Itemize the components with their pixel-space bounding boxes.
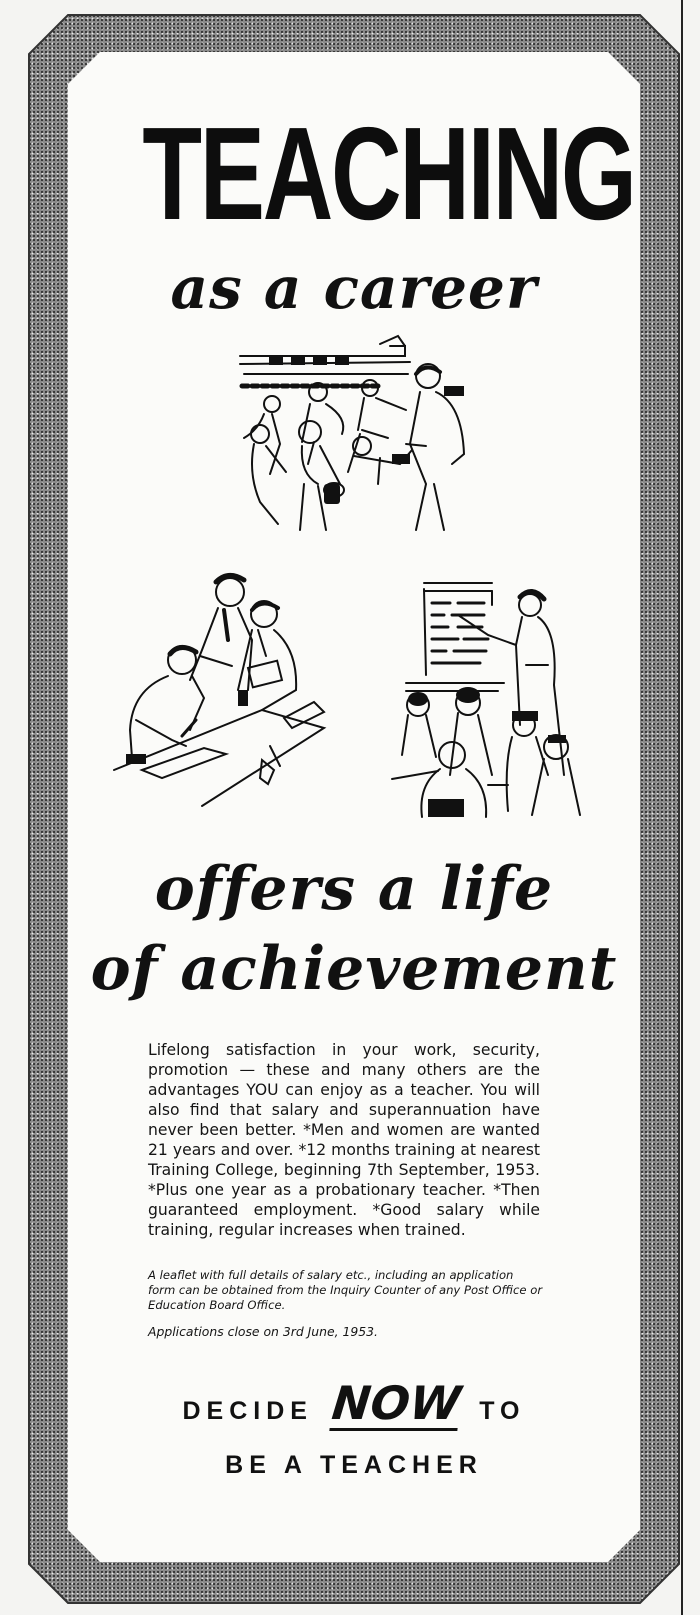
tagline-of-achievement: of achievement [90, 934, 618, 1004]
applications-close: Applications close on 3rd June, 1953. [148, 1324, 378, 1339]
tagline-offers-a-life: offers a life [154, 854, 554, 924]
tagline-as-a-career: as a career [170, 254, 538, 322]
headline: TEACHING [142, 100, 635, 247]
cta-decide: DECIDE [182, 1397, 313, 1425]
sports-field-illustration [230, 334, 475, 534]
call-to-action-line-2: BE A TEACHER [225, 1451, 483, 1479]
workshop-lesson-illustration [112, 570, 327, 810]
page-edge-rule [681, 0, 683, 1615]
cta-to: TO [479, 1397, 526, 1425]
classroom-blackboard-illustration [388, 575, 583, 820]
leaflet-note: A leaflet with full details of salary etc., including an application form can be obtained from the Inquiry Counter of any Post Office or Education Board Office. [148, 1268, 543, 1312]
body-copy: Lifelong satisfaction in your work, security, promotion — these and many others are the advantages YOU can enjoy as a teacher. You will also find that salary and superannuation have never been better. *Men and women are wanted 21 years and over. *12 months training at nearest Training College, beginning 7th September, 1953. *Plus one year as a probationary teacher. *Then guaranteed employment. *Good salary while training, regular increases when trained. [148, 1041, 540, 1239]
call-to-action-line-1 [68, 1376, 640, 1446]
cta-now: NOW [329, 1376, 464, 1430]
